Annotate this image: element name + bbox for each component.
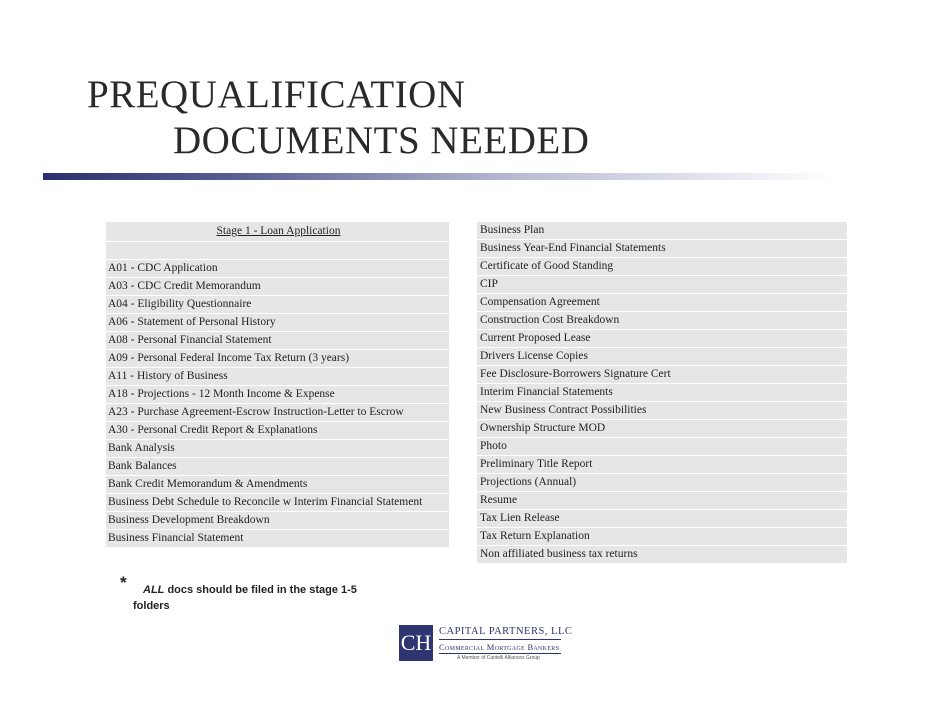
list-item: Compensation Agreement bbox=[477, 294, 847, 312]
list-item: Construction Cost Breakdown bbox=[477, 312, 847, 330]
list-item: A23 - Purchase Agreement-Escrow Instruction-Letter to Escrow bbox=[106, 404, 449, 422]
logo-member-text: A Member of Cantelli Alliances Group bbox=[457, 655, 540, 661]
list-item: A30 - Personal Credit Report & Explanations bbox=[106, 422, 449, 440]
list-item: Tax Lien Release bbox=[477, 510, 847, 528]
list-item: New Business Contract Possibilities bbox=[477, 402, 847, 420]
note-emphasis: ALL bbox=[143, 584, 165, 596]
note-text: docs should be filed in the stage 1-5 bbox=[164, 584, 357, 596]
list-item: Non affiliated business tax returns bbox=[477, 546, 847, 564]
list-item: Fee Disclosure-Borrowers Signature Cert bbox=[477, 366, 847, 384]
list-item: Tax Return Explanation bbox=[477, 528, 847, 546]
list-item: CIP bbox=[477, 276, 847, 294]
note-line-1 bbox=[143, 584, 357, 596]
list-item: A11 - History of Business bbox=[106, 368, 449, 386]
list-item: Bank Credit Memorandum & Amendments bbox=[106, 476, 449, 494]
list-item: A18 - Projections - 12 Month Income & Expense bbox=[106, 386, 449, 404]
list-item: Interim Financial Statements bbox=[477, 384, 847, 402]
list-item: A04 - Eligibility Questionnaire bbox=[106, 296, 449, 314]
list-item: Resume bbox=[477, 492, 847, 510]
title-line-1: PREQUALIFICATION bbox=[87, 73, 466, 116]
logo-divider bbox=[439, 639, 561, 640]
list-item: Business Debt Schedule to Reconcile w Interim Financial Statement bbox=[106, 494, 449, 512]
logo-monogram: CH bbox=[399, 625, 433, 661]
stage-1-document-list bbox=[106, 222, 449, 548]
logo-company-name: CAPITAL PARTNERS, LLC bbox=[439, 626, 573, 637]
list-item: Ownership Structure MOD bbox=[477, 420, 847, 438]
title-divider bbox=[43, 173, 833, 180]
blank-row bbox=[106, 242, 449, 260]
page-title bbox=[87, 72, 589, 164]
list-item: A08 - Personal Financial Statement bbox=[106, 332, 449, 350]
list-item: Projections (Annual) bbox=[477, 474, 847, 492]
stage-1-header: Stage 1 - Loan Application bbox=[106, 222, 449, 242]
list-item: A03 - CDC Credit Memorandum bbox=[106, 278, 449, 296]
list-item: Business Development Breakdown bbox=[106, 512, 449, 530]
list-item: Current Proposed Lease bbox=[477, 330, 847, 348]
list-item: Drivers License Copies bbox=[477, 348, 847, 366]
list-item: Photo bbox=[477, 438, 847, 456]
logo-tagline: Commercial Mortgage Bankers bbox=[439, 642, 560, 652]
list-item: A09 - Personal Federal Income Tax Return (3 years) bbox=[106, 350, 449, 368]
note-line-2: folders bbox=[133, 600, 170, 612]
additional-document-list bbox=[477, 222, 847, 564]
list-item: Bank Analysis bbox=[106, 440, 449, 458]
list-item: A06 - Statement of Personal History bbox=[106, 314, 449, 332]
list-item: Business Plan bbox=[477, 222, 847, 240]
logo-divider bbox=[439, 653, 561, 654]
list-item: Business Year-End Financial Statements bbox=[477, 240, 847, 258]
list-item: A01 - CDC Application bbox=[106, 260, 449, 278]
company-logo bbox=[399, 625, 573, 663]
list-item: Preliminary Title Report bbox=[477, 456, 847, 474]
list-item: Bank Balances bbox=[106, 458, 449, 476]
asterisk-icon: * bbox=[120, 573, 127, 592]
list-item: Business Financial Statement bbox=[106, 530, 449, 548]
title-line-2: DOCUMENTS NEEDED bbox=[173, 119, 590, 162]
list-item: Certificate of Good Standing bbox=[477, 258, 847, 276]
